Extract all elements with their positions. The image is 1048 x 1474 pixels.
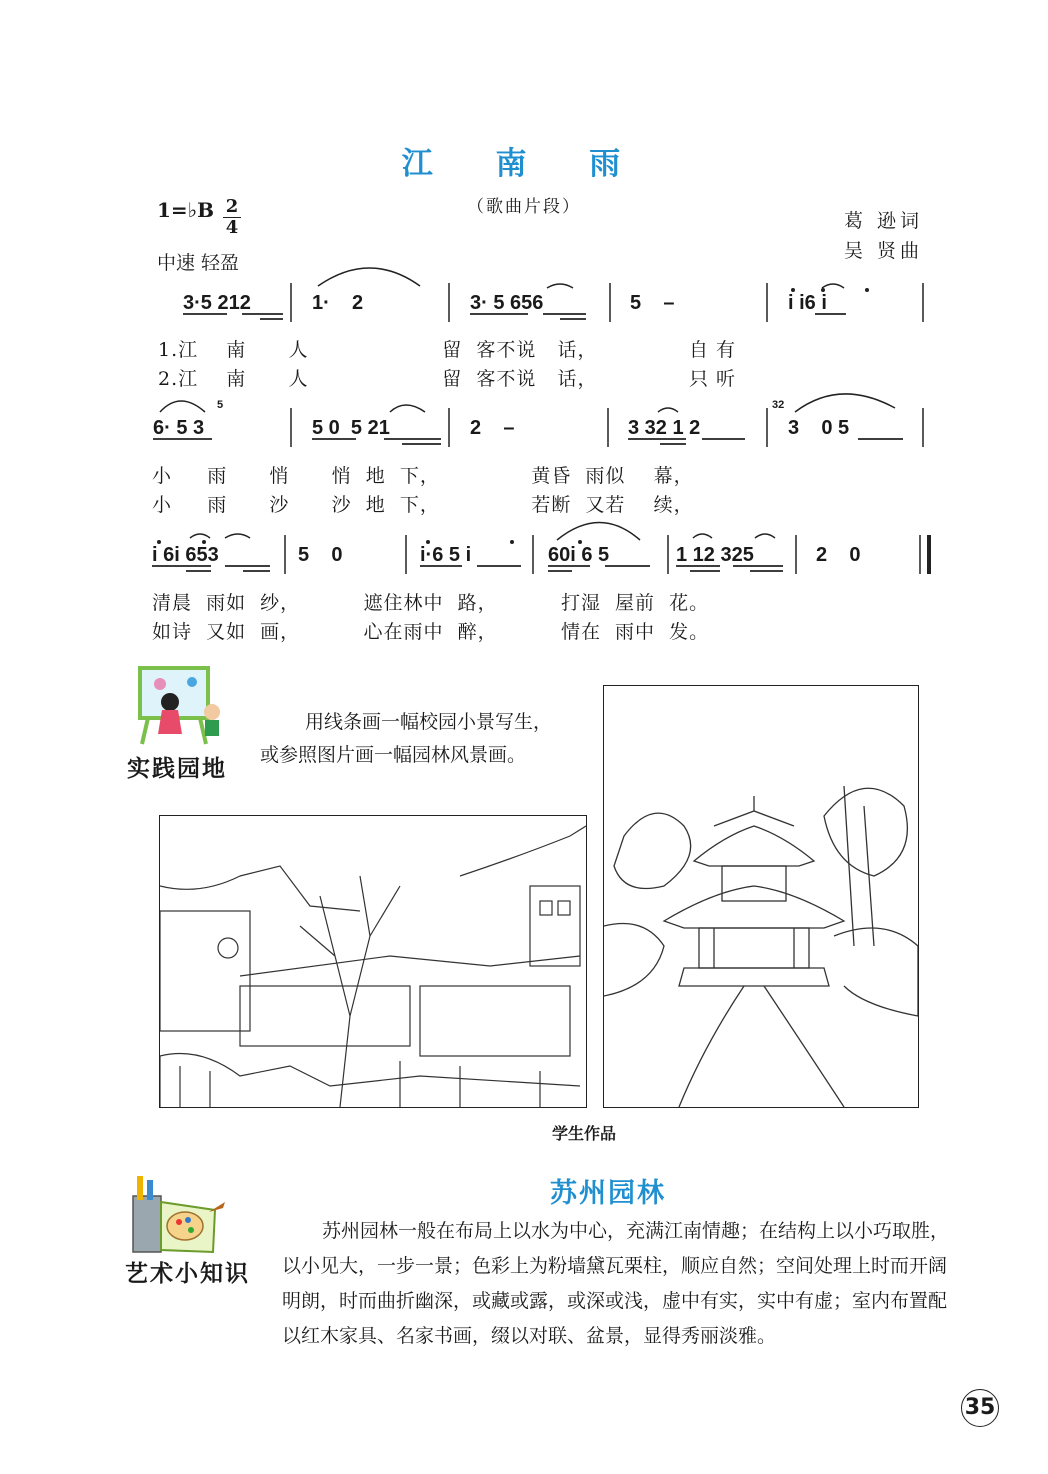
time-numerator: 2 bbox=[225, 196, 239, 217]
measure-2-1: 6· 5 3 bbox=[153, 417, 205, 439]
pavilion-drawing-frame bbox=[603, 685, 919, 1108]
pavilion-drawing bbox=[604, 686, 918, 1107]
lyric-line-3-verse-2: 如诗 又如 画， 心在雨中 醉， 情在 雨中 发。 bbox=[152, 621, 710, 643]
practice-icon bbox=[134, 662, 234, 746]
grace-note-1: 5 bbox=[217, 399, 224, 411]
practice-text-line-1: 用线条画一幅校园小景写生， bbox=[305, 711, 553, 733]
song-subtitle: （歌曲片段） bbox=[467, 197, 581, 217]
time-signature bbox=[223, 198, 241, 237]
song-title: 江 南 雨 bbox=[401, 146, 647, 182]
measure-3-1: i 6i 653 bbox=[152, 544, 219, 566]
art-supplies-icon bbox=[125, 1172, 237, 1258]
tempo-marking: 中速 轻盈 bbox=[157, 252, 240, 274]
composer-credit: 吴 贤曲 bbox=[844, 240, 924, 262]
key-text: 1=♭B bbox=[157, 198, 215, 222]
knowledge-heading: 苏州园林 bbox=[550, 1178, 666, 1209]
lyric-line-1-verse-1: 1.江 南 人 留 客不说 话， 自 有 bbox=[158, 339, 737, 361]
measure-1-5: i i6 i bbox=[788, 292, 827, 314]
practice-label: 实践园地 bbox=[127, 756, 227, 782]
page-number: 35 bbox=[961, 1389, 999, 1427]
knowledge-paragraph: 苏州园林一般在布局上以水为中心，充满江南情趣；在结构上以小巧取胜，以小见大，一步一景；色彩上为粉墙黛瓦栗柱，顺应自然；空间处理上时而开阔明朗，时而曲折幽深，或藏或露，或深或浅，虚中有实，实中有虚；室内布置配以红木家具、名家书画，缀以对联、盆景，显得秀丽淡雅。 bbox=[282, 1220, 950, 1347]
key-signature bbox=[157, 198, 214, 222]
lyricist-credit: 葛 逊词 bbox=[844, 210, 924, 232]
measure-2-4: 3 32 1 2 bbox=[628, 417, 701, 439]
knowledge-label: 艺术小知识 bbox=[125, 1261, 250, 1287]
time-denominator: 4 bbox=[225, 217, 239, 238]
lyric-line-3-verse-1: 清晨 雨如 纱， 遮住林中 路， 打湿 屋前 花。 bbox=[152, 592, 710, 614]
drawing-caption: 学生作品 bbox=[552, 1124, 617, 1143]
measure-2-2: 5 0 5 21 bbox=[312, 417, 390, 439]
measure-2-3: 2 – bbox=[470, 417, 515, 439]
lyric-line-1-verse-2: 2.江 南 人 留 客不说 话， 只 听 bbox=[158, 368, 737, 390]
measure-1-3: 3· 5 656 bbox=[470, 292, 544, 314]
measure-1-4: 5 – bbox=[630, 292, 675, 314]
lyric-line-2-verse-2: 小 雨 沙 沙 地 下， 若断 又若 续， bbox=[152, 494, 694, 516]
lyric-line-2-verse-1: 小 雨 悄 悄 地 下， 黄昏 雨似 幕， bbox=[152, 465, 694, 487]
measure-3-4: 60i 6 5 bbox=[548, 544, 610, 566]
measure-3-2: 5 0 bbox=[298, 544, 343, 566]
measure-3-5: 1 12 325 bbox=[676, 544, 754, 566]
measure-3-6: 2 0 bbox=[816, 544, 861, 566]
measure-1-1: 3·5 212 bbox=[183, 292, 251, 314]
measure-1-2: 1· 2 bbox=[312, 292, 364, 314]
garden-building-drawing bbox=[160, 816, 586, 1107]
grace-note-2: 32 bbox=[772, 399, 785, 411]
measure-2-5: 3 0 5 bbox=[788, 417, 850, 439]
practice-text-line-2: 或参照图片画一幅园林风景画。 bbox=[260, 744, 527, 766]
measure-3-3: i·6 5 i bbox=[420, 544, 472, 566]
garden-drawing-frame bbox=[159, 815, 587, 1108]
